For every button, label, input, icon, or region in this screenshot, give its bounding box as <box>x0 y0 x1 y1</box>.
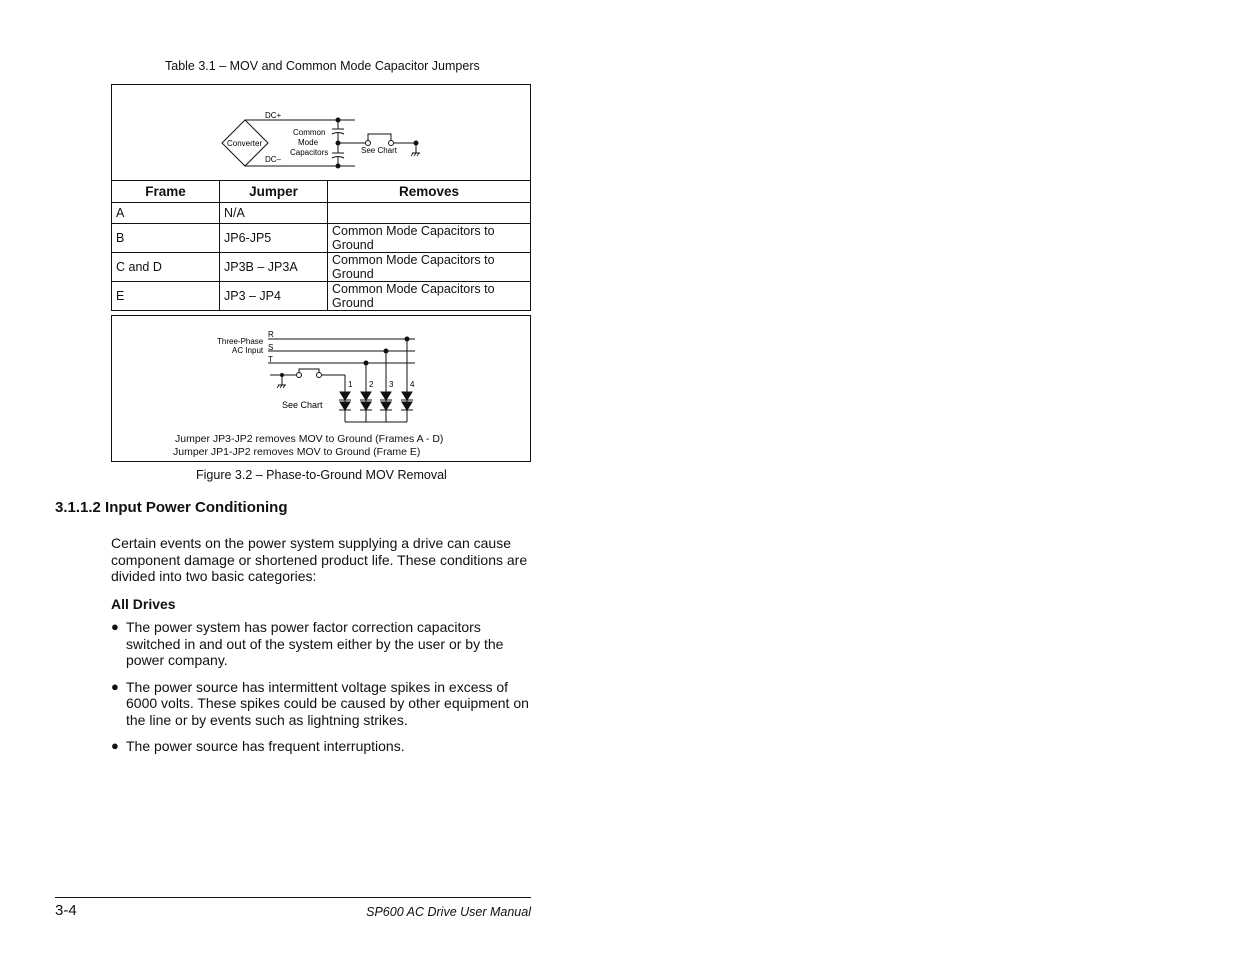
section-heading: 3.1.1.2 Input Power Conditioning <box>55 499 288 516</box>
converter-label: Converter <box>227 139 263 148</box>
see-chart-label-1: See Chart <box>361 146 398 155</box>
cell-jumper: JP3B – JP3A <box>220 253 328 282</box>
cell-jumper: JP3 – JP4 <box>220 282 328 311</box>
bullet-icon: ● <box>111 619 119 634</box>
header-frame: Frame <box>112 181 220 203</box>
jumper-shape <box>368 134 391 141</box>
cell-removes: Common Mode Capacitors to Ground <box>328 282 531 311</box>
bullet-icon: ● <box>111 678 119 694</box>
table-caption: Table 3.1 – MOV and Common Mode Capacitor Jumpers <box>165 59 480 73</box>
list-item <box>111 679 536 729</box>
phase-s-label: S <box>268 343 274 352</box>
cell-removes: Common Mode Capacitors to Ground <box>328 253 531 282</box>
figure-caption: Figure 3.2 – Phase-to-Ground MOV Removal <box>196 468 447 482</box>
cell-jumper: JP6-JP5 <box>220 224 328 253</box>
mov-number-1: 1 <box>348 380 353 389</box>
bullet-text: The power system has power factor correction capacitors switched in and out of the system either by the user or by the power company. <box>126 619 504 668</box>
mov-number-2: 2 <box>369 380 374 389</box>
mov-number-3: 3 <box>389 380 394 389</box>
mov-note-1: Jumper JP3-JP2 removes MOV to Ground (Frames A - D) <box>175 433 444 445</box>
capacitor-diagram <box>112 85 532 182</box>
cell-removes <box>328 203 531 224</box>
cmc-label-1: Common <box>293 128 326 137</box>
cell-frame: B <box>112 224 220 253</box>
input-label-2: AC Input <box>232 346 264 355</box>
mov-symbols <box>339 392 413 410</box>
cell-frame: C and D <box>112 253 220 282</box>
subheading-all-drives: All Drives <box>111 596 176 612</box>
cell-jumper: N/A <box>220 203 328 224</box>
phase-t-label: T <box>268 355 273 364</box>
table-header-row <box>112 181 531 203</box>
list-item <box>111 738 536 755</box>
table-row <box>112 282 531 311</box>
manual-title: SP600 AC Drive User Manual <box>366 905 531 919</box>
table-row <box>112 203 531 224</box>
bullet-icon: ● <box>111 738 119 753</box>
see-chart-label-2: See Chart <box>282 400 323 410</box>
header-jumper: Jumper <box>220 181 328 203</box>
cell-frame: E <box>112 282 220 311</box>
table-row <box>112 253 531 282</box>
cell-removes: Common Mode Capacitors to Ground <box>328 224 531 253</box>
mov-number-4: 4 <box>410 380 415 389</box>
header-removes: Removes <box>328 181 531 203</box>
cmc-label-2: Mode <box>298 138 319 147</box>
cmc-label-3: Capacitors <box>290 148 329 157</box>
bullet-text: The power source has intermittent voltage spikes in excess of 6000 volts. These spikes could be caused by other equipment on the line or by events such as lightning strikes. <box>126 678 529 728</box>
list-item <box>111 619 536 669</box>
dc-plus-label: DC+ <box>265 111 282 120</box>
phase-r-label: R <box>268 330 274 339</box>
input-label-1: Three-Phase <box>217 337 264 346</box>
mov-note-2: Jumper JP1-JP2 removes MOV to Ground (Frame E) <box>173 446 421 458</box>
conditions-list <box>111 619 536 765</box>
table-row <box>112 224 531 253</box>
page-number: 3-4 <box>55 902 77 919</box>
jumper-shape <box>299 369 319 373</box>
intro-paragraph: Certain events on the power system supplying a drive can cause component damage or shortened product life. These conditions are divided into two basic categories: <box>111 535 528 584</box>
footer-rule <box>55 897 531 898</box>
cell-frame: A <box>112 203 220 224</box>
jumper-table <box>111 180 531 311</box>
bullet-text: The power source has frequent interruptions. <box>126 738 405 754</box>
mov-diagram-box <box>111 315 531 462</box>
dc-minus-label: DC– <box>265 155 282 164</box>
capacitor-diagram-box <box>111 84 531 181</box>
